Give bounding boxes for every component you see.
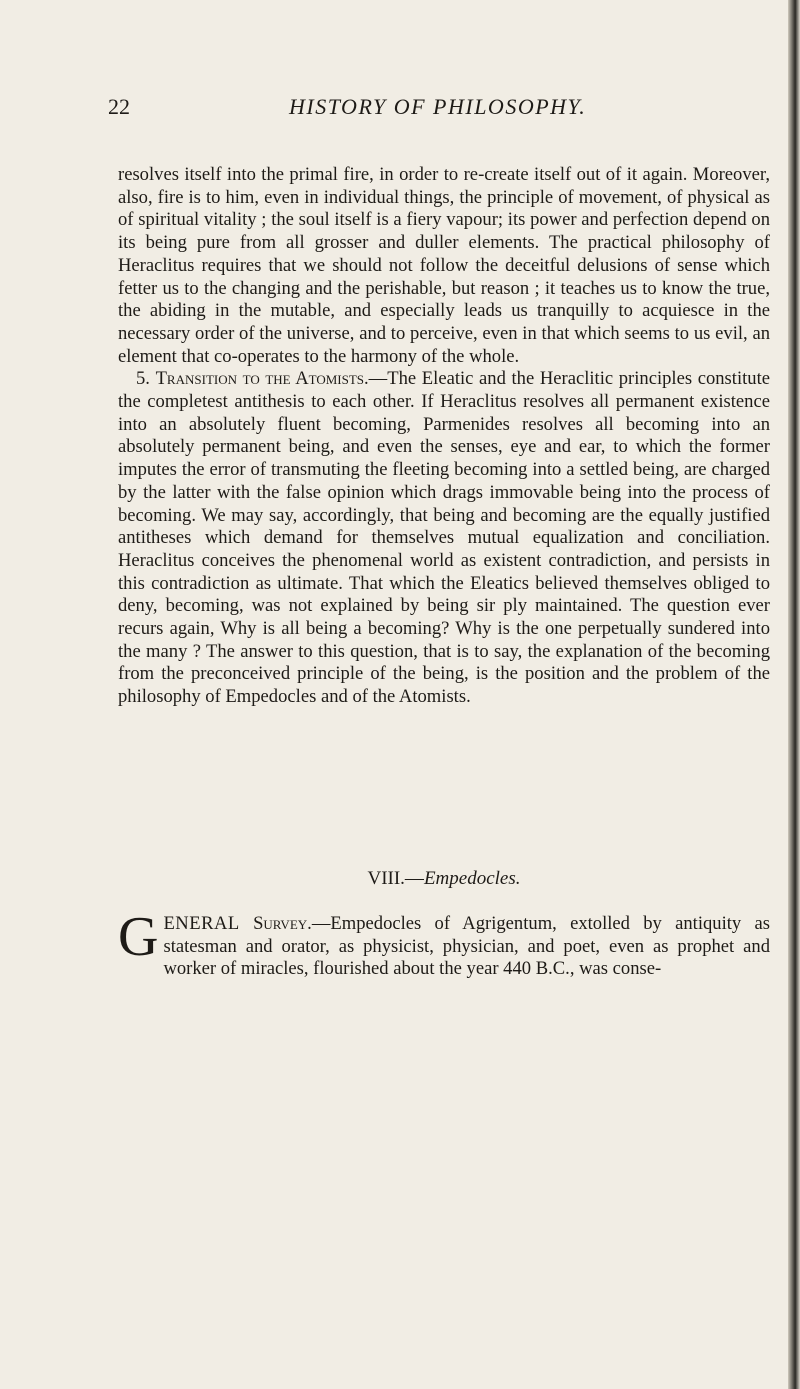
section-5-paragraph [118, 368, 770, 709]
page-header [108, 94, 748, 124]
section-viii-label: Survey. [253, 913, 312, 934]
section-5-number: 5. [136, 368, 150, 390]
paragraph-continued: resolves itself into the primal fire, in order to re-create itself out of it again. Moreover, also, fire is to him, even in individual things, the principle of movement, of physical as of spiritual vitality ; the soul itself is a fiery vapour; its power and perfection depend on its being pure from all grosser and duller elements. The practical philosophy of Heraclitus requires that we should not follow the deceitful delusions of sense which fetter us to the changing and the perishable, but reason ; it teaches us to know the true, the abiding in the mutable, and especially leads us tranquilly to acquiesce in the necessary order of the universe, and to perceive, even in that which seems to us evil, an element that co-operates to the harmony of the whole. [118, 164, 770, 367]
chapter-title: Empedocles. [423, 868, 521, 889]
body-text [118, 164, 770, 709]
drop-cap: G [118, 906, 159, 968]
chapter-number: VIII.— [367, 868, 424, 889]
chapter-heading [118, 868, 770, 890]
page-number: 22 [108, 94, 130, 119]
section-5-heading: Transition to the Atomists. [155, 368, 369, 390]
section-5-text: —The Eleatic and the Heraclitic principles constitute the completest antithesis to each other. If Heraclitus resolves all permanent existence into an absolutely fluent becoming, Parmenides resolves all becoming into an absolutely permanent being, and even the senses, eye and ear, to which the former imputes the error of transmuting the fleeting becoming into a settled being, are charged by the latter with the false opinion which drags immovable being into the process of becoming. We may say, accordingly, that being and becoming are the equally justified antitheses which demand for themselves mutual equalization and conciliation. Heraclitus conceives the phenomenal world as existent contradiction, and persists in this contradiction as ultimate. That which the Eleatics believed themselves obliged to deny, becoming, was not explained by being sir ply maintained. The question ever recurs again, Why is all being a becoming? Why is the one perpetually sundered into the many ? The answer to this question, that is to say, the explanation of the becoming from the preconceived principle of the being, is the position and the problem of the philosophy of Empedocles and of the Atomists. [118, 368, 771, 708]
opening-caps: ENERAL [163, 913, 240, 934]
running-head: HISTORY OF PHILOSOPHY. [289, 94, 587, 119]
page-edge [788, 0, 800, 1389]
section-viii-paragraph [118, 906, 770, 981]
section-viii-text: —Empedocles of Agrigentum, extolled by antiquity as statesman and orator, as physicist, physician, and poet, even as prophet and worker of miracles, flourished about the year 440 B.C., was conse- [163, 913, 770, 980]
